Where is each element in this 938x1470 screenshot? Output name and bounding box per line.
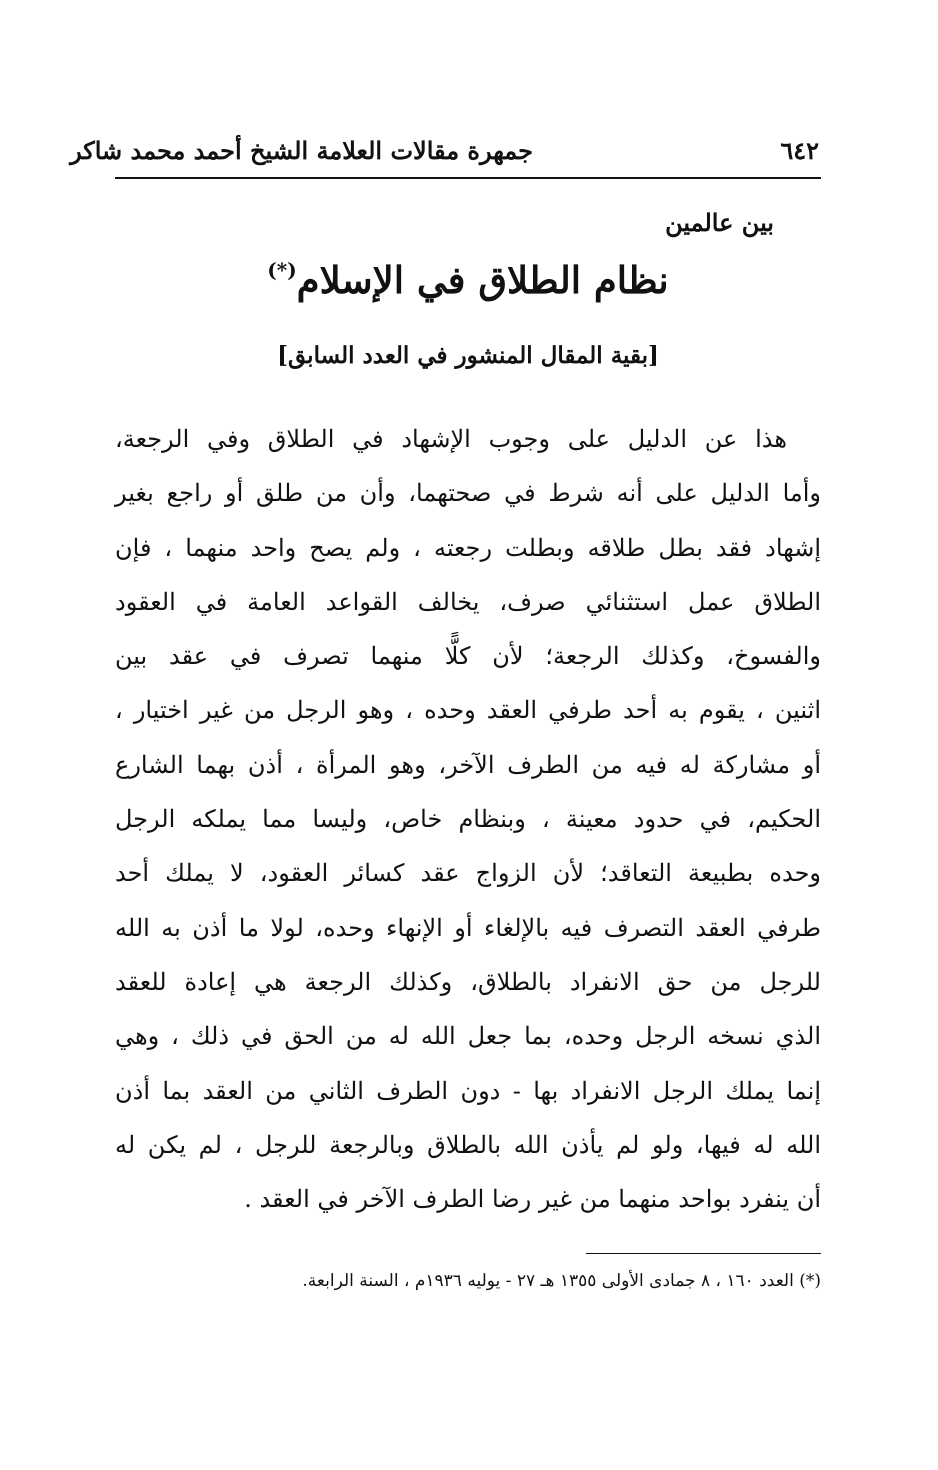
body-line: والفسوخ، وكذلك الرجعة؛ لأن كلًّا منهما تصرف في عقد بين [115, 642, 821, 671]
footnote-rule [586, 1253, 821, 1254]
section-label: بين عالمين [665, 208, 774, 237]
body-line: وأما الدليل على أنه شرط في صحتهما، وأن من طلق أو راجع بغير [115, 479, 821, 508]
running-header-title: جمهرة مقالات العلامة الشيخ أحمد محمد شاكر [70, 136, 533, 165]
article-title-text: نظام الطلاق في الإسلام [296, 258, 669, 302]
body-line: الله له فيها، ولو لم يأذن الله بالطلاق وبالرجعة للرجل ، لم يكن له [115, 1130, 821, 1159]
body-line: للرجل من حق الانفراد بالطلاق، وكذلك الرجعة هي إعادة للعقد [115, 967, 821, 996]
body-line: هذا عن الدليل على وجوب الإشهاد في الطلاق وفي الرجعة، [115, 425, 787, 453]
header-rule [115, 177, 821, 179]
page-number: ٦٤٢ [780, 136, 819, 165]
body-line: إنما يملك الرجل الانفراد بها - دون الطرف الثاني من العقد بما أذن [115, 1076, 821, 1105]
article-body [115, 412, 821, 1226]
body-line: أو مشاركة له فيه من الطرف الآخر، وهو المرأة ، أذن بهما الشارع [115, 750, 821, 779]
footnote: (*) العدد ١٦٠ ، ٨ جمادى الأولى ١٣٥٥ هـ ٢٧ - يوليه ١٩٣٦م ، السنة الرابعة. [302, 1271, 821, 1291]
body-line: طرفي العقد التصرف فيه بالإلغاء أو الإنهاء وحده، لولا ما أذن به الله [115, 913, 821, 942]
body-line: الذي نسخه الرجل وحده، بما جعل الله له من الحق في ذلك ، وهي [115, 1022, 821, 1051]
body-line: وحده بطبيعة التعاقد؛ لأن الزواج عقد كسائر العقود، لا يملك أحد [115, 859, 821, 888]
body-line: اثنين ، يقوم به أحد طرفي العقد وحده ، وهو الرجل من غير اختيار ، [115, 696, 821, 725]
article-title [115, 258, 821, 302]
running-header [70, 128, 821, 176]
body-line: الحكيم، في حدود معينة ، وبنظام خاص، وليسا مما يملكه الرجل [115, 805, 821, 834]
body-line: أن ينفرد بواحد منهما من غير رضا الطرف الآخر في العقد . [244, 1185, 821, 1214]
body-line: إشهاد فقد بطل طلاقه وبطلت رجعته ، ولم يصح واحد منهما ، فإن [115, 533, 821, 562]
body-line: الطلاق عمل استثنائي صرف، يخالف القواعد العامة في العقود [115, 587, 821, 616]
footnote-marker: (*) [267, 258, 297, 282]
article-subtitle: [بقية المقال المنشور في العدد السابق] [277, 342, 659, 369]
